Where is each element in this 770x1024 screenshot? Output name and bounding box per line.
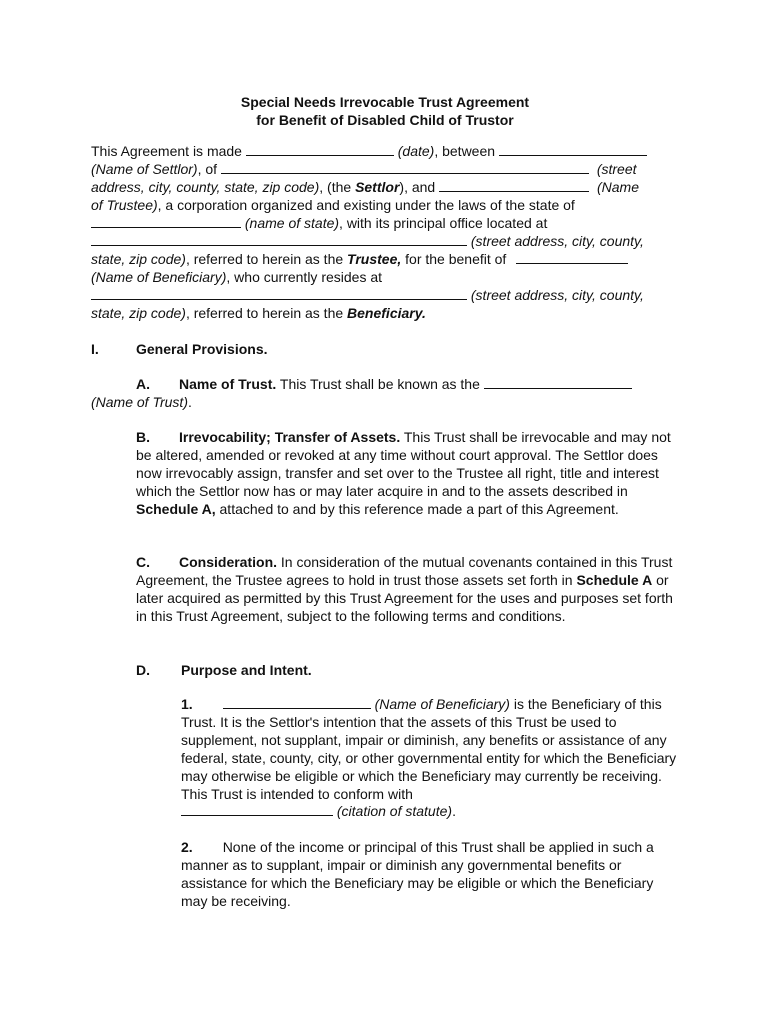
beneficiary-address-blank[interactable] (91, 287, 467, 300)
paragraph-A: A. Name of Trust. This Trust shall be known as the (Name of Trust). (91, 376, 691, 412)
paragraph-D1: 1. (Name of Beneficiary) is the Beneficiary of this Trust. It is the Settlor's intention that the assets of this Trust be used to supplement, not supplant, impair or diminish, any benefits or assistance of any federal, state, county, city, or other governmental entity for which the Beneficiary may otherwise be eligible or which the Beneficiary may currently be receiving. This Trust is intended to conform with (citation of statute). (181, 696, 677, 820)
trustee-address-blank[interactable] (91, 233, 467, 246)
intro-line-6: (street address, city, county, (91, 233, 691, 251)
intro-line-4: of Trustee), a corporation organized and existing under the laws of the state of (91, 197, 575, 213)
intro-line-2: (Name of Settlor), of (street (91, 161, 637, 177)
settlor-name-blank[interactable] (499, 143, 647, 156)
trustee-name-blank[interactable] (439, 179, 589, 192)
document-title-line2: for Benefit of Disabled Child of Trustor (256, 112, 514, 128)
intro-line-10: state, zip code), referred to herein as the Beneficiary. (91, 305, 426, 321)
intro-line-9: (street address, city, county, (91, 287, 691, 305)
document-title-line1: Special Needs Irrevocable Trust Agreement (240, 94, 530, 110)
intro-line-7: state, zip code), referred to herein as the Trustee, for the benefit of (91, 251, 691, 269)
intro-line-3: address, city, county, state, zip code), (the Settlor), and (Name (91, 179, 640, 195)
intro-line-5: (name of state), with its principal office located at (91, 215, 691, 233)
settlor-address-blank[interactable] (221, 161, 589, 174)
paragraph-B: B. Irrevocability; Transfer of Assets. This Trust shall be irrevocable and may not be altered, amended or revoked at any time without court approval. The Settlor does now irrevocably assign, transfer and set over to the Trustee all right, title and interest which the Settlor now has or may later acquire in and to the assets described in Schedule A, attached to and by this reference made a part of this Agreement. (136, 429, 671, 517)
d1-beneficiary-blank[interactable] (223, 696, 371, 709)
paragraph-D2: 2. None of the income or principal of this Trust shall be applied in such a manner as to supplant, impair or diminish any governmental benefits or assistance for which the Beneficiary may be eligible or which the Beneficiary may be receiving. (181, 839, 654, 909)
section-1-number: I. (91, 341, 99, 357)
paragraph-D-letter: D. (136, 662, 150, 678)
statute-citation-blank[interactable] (181, 803, 333, 816)
trust-name-blank[interactable] (484, 376, 632, 389)
intro-line-8: (Name of Beneficiary), who currently resides at (91, 269, 383, 285)
beneficiary-name-blank[interactable] (516, 251, 628, 264)
state-name-blank[interactable] (91, 215, 241, 228)
section-1-title: General Provisions. (136, 341, 268, 357)
paragraph-C: C. Consideration. In consideration of the mutual covenants contained in this Trust Agreement, the Trustee agrees to hold in trust those assets set forth in Schedule A or later acquired as permitted by this Trust Agreement for the uses and purposes set forth in this Trust Agreement, subject to the following terms and conditions. (136, 554, 673, 624)
intro-line-1: This Agreement is made (date), between (91, 143, 691, 161)
paragraph-D-heading: Purpose and Intent. (181, 662, 312, 678)
date-blank[interactable] (246, 143, 394, 156)
